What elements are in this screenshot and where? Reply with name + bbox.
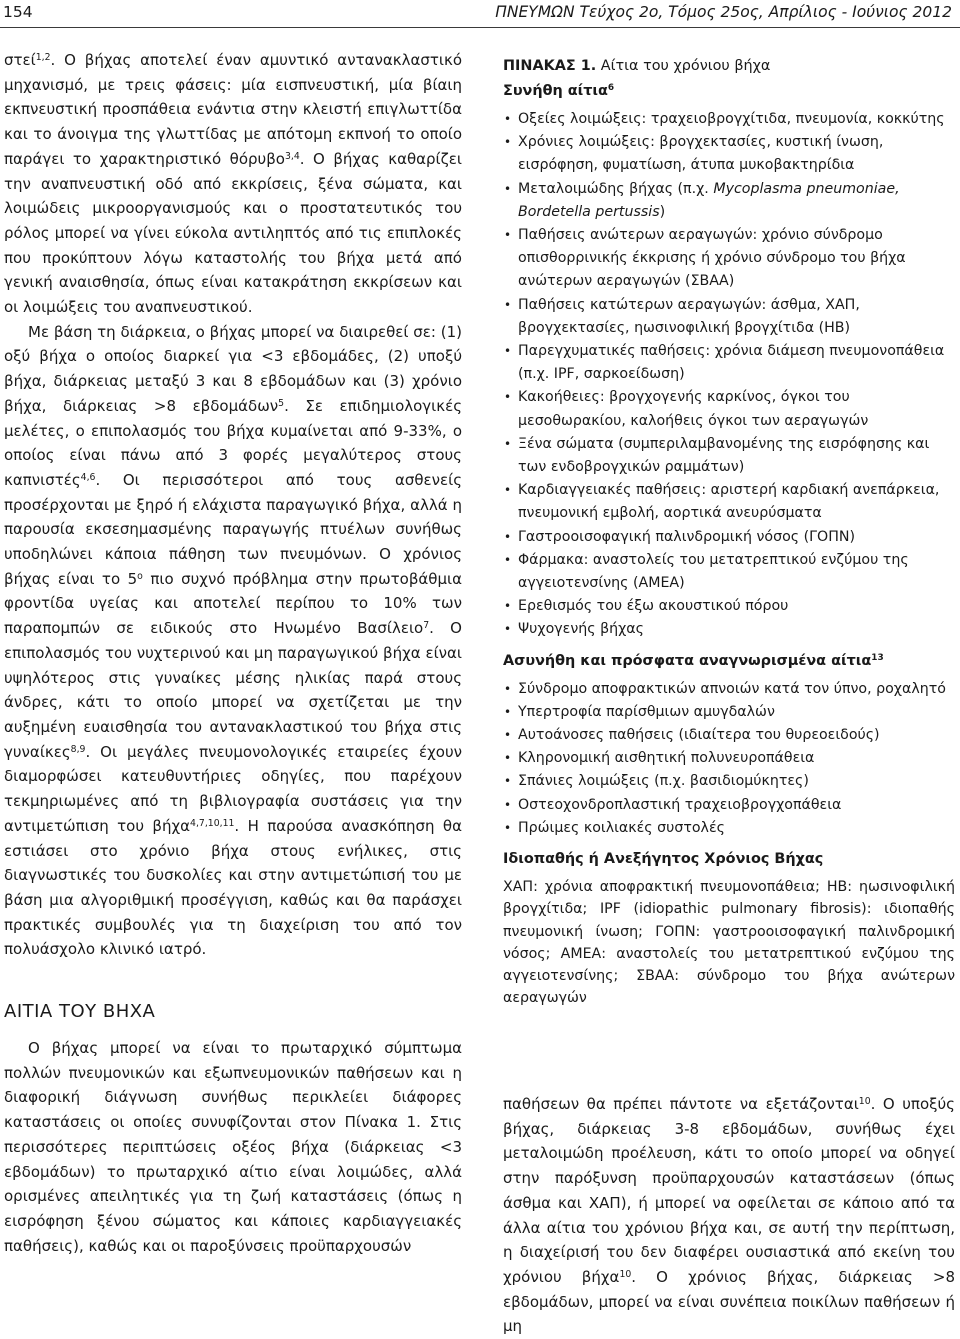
citation: 10 — [619, 1268, 632, 1280]
list-item: • Μεταλοιμώδης βήχας (π.χ. Mycoplasma pneumoniae, Bordetella pertussis) — [503, 178, 955, 224]
journal-title: ΠΝΕΥΜΩΝ Τεύχος 2ο, Τόμος 25ος, Απρίλιος - Ιούνιος 2012 — [495, 3, 952, 21]
citation: 3,4 — [284, 150, 300, 162]
common-causes-heading: Συνήθη αίτια$^6$ — [503, 83, 615, 99]
common-causes-list — [503, 108, 955, 642]
list-item: • Οστεοχονδροπλαστική τραχειοβρογχοπάθεια — [503, 794, 955, 817]
table-1 — [503, 56, 955, 1009]
table-title: ΠΙΝΑΚΑΣ 1. Αίτια του χρόνιου βήχα — [503, 58, 771, 74]
left-column — [4, 48, 462, 1258]
paragraph-subacute: παθήσεων θα πρέπει πάντοτε να εξετάζονται$^{10}$. Ο υποξύς βήχας, διάρκειας 3-8 εβδομάδων, συνήθως έχει μεταλοιμώδη προέλευση, κάτι το οποίο μπορεί να οδηγεί στην παρόξυνση προϋπαρχουσών καταστάσεων (όπως άσθμα και ΧΑΠ), ή μπορεί να οφείλεται σε κάποιο από τα άλλα αίτια του χρόνιου βήχα και, σε αυτή την περίπτωση, η διαχείρισή του δεν διαφέρει ουσιαστικά από εκείνη του χρόνιου βήχα$^{10}$. Ο χρόνιος βήχας, διάρκειας >8 εβδομάδων, μπορεί να είναι συνέπεια ποικίλων παθήσεων ή μη — [503, 1095, 955, 1336]
list-item: • Υπερτροφία παρίσθμιων αμυγδαλών — [503, 701, 955, 724]
ordinal-suffix: ο — [137, 570, 143, 582]
list-item: • Γαστροοισοφαγική παλινδρομική νόσος (ΓΟΠΝ) — [503, 526, 955, 549]
list-item: • Ξένα σώματα (συμπεριλαμβανομένης της εισρόφησης και των ενδοβρογχικών ραμμάτων) — [503, 433, 955, 479]
list-item: • Οξείες λοιμώξεις: τραχειοβρογχίτιδα, πνευμονία, κοκκύτης — [503, 108, 955, 131]
right-column-text — [503, 1092, 955, 1339]
section-heading: ΑΙΤΙΑ ΤΟΥ ΒΗΧΑ — [4, 1001, 156, 1023]
table-label: ΠΙΝΑΚΑΣ 1. — [503, 58, 597, 74]
rare-causes-list — [503, 678, 955, 840]
header-rule — [0, 27, 960, 28]
list-item: • Κληρονομική αισθητική πολυνευροπάθεια — [503, 747, 955, 770]
citation: 8,9 — [70, 743, 86, 755]
abbreviations-footnote: ΧΑΠ: χρόνια αποφρακτική πνευμονοπάθεια; HB: ηωσινοφιλική βρογχίτιδα; IPF (idiopathic pulmonary fibrosis): ιδιοπαθής πνευμονική ίνωση; ΓΟΠΝ: γαστροοισοφαγική παλινδρομική νόσος; ΑΜΕΑ: αναστολείς του μετατρεπτικού ενζύμου της αγγειοτενσίνης; ΣΒΑΑ: σύνδρομο του βήχα ανώτερων αεραγωγών — [503, 879, 955, 1007]
list-item: • Φάρμακα: αναστολείς του μετατρεπτικού ενζύμου της αγγειοτενσίνης (ΑΜΕΑ) — [503, 549, 955, 595]
list-item: • Αυτοάνοσες παθήσεις (ιδιαίτερα του θυρεοειδούς) — [503, 724, 955, 747]
citation: 1,2 — [35, 51, 51, 63]
idiopathic-heading: Ιδιοπαθής ή Ανεξήγητος Χρόνιος Βήχας — [503, 851, 824, 868]
citation: 4,7,10,11 — [190, 817, 235, 829]
list-item: • Σύνδρομο αποφρακτικών απνοιών κατά τον ύπνο, ροχαλητό — [503, 678, 955, 701]
list-item: • Παρεγχυματικές παθήσεις: χρόνια διάμεση πνευμονοπάθεια (π.χ. IPF, σαρκοείδωση) — [503, 340, 955, 386]
paragraph-intro: στεί$^{1,2}$. Ο βήχας αποτελεί έναν αμυντικό αντανακλαστικό μηχανισμό, με τρεις φάσεις: μία εισπνευστική, μία βίαιη εκπνευστική προσπάθεια ενάντια στην κλειστή επιγλωττίδα και το άνοιγμα της γλωττίδας με απότομη εκπνοή το οποίο παράγει το χαρακτηριστικό θόρυβο$^{3,4}$. Ο βήχας καθαρίζει την αναπνευστική οδό από εκκρίσεις, ξένα σώματα, και λοιμώδεις μικροοργανισμούς και ο προστατευτικός του ρόλος μπορεί να γίνει εύκολα αντιληπτός από τις επιπλοκές που προκύπτουν λόγω καταστολής του βήχα μετά από γενική αναισθησία, όπως είναι κατακράτηση εκκρίσεων και οι λοιμώξεις του αναπνευστικού. — [4, 51, 462, 317]
species-name: Mycoplasma pneumoniae, Bordetella pertussis — [518, 180, 900, 220]
list-item: • Παθήσεις κατώτερων αεραγωγών: άσθμα, ΧΑΠ, βρογχεκτασίες, ηωσινοφιλική βρογχίτιδα (ΗΒ) — [503, 294, 955, 340]
paragraph-duration: Με βάση τη διάρκεια, ο βήχας μπορεί να διαιρεθεί σε: (1) οξύ βήχα ο οποίος διαρκεί για <3 εβδομάδες, (2) υποξύ βήχα, διάρκειας μεταξύ 3 και 8 εβδομάδων και (3) χρόνιο βήχα, διάρκειας >8 εβδομάδων$^5$. Σε επιδημιολογικές μελέτες, ο επιπολασμός του βήχα κυμαίνεται από 9-33%, ο οποίος είναι πάνω από 3 φορές μεγαλύτερος στους καπνιστές$^{4,6}$. Οι περισσότεροι από τους ασθενείς προσέρχονται με ξηρό ή ελάχιστα παραγωγικό βήχα, αλλά η παρουσία εκσεσημασμένης παραγωγής πτυέλων συνήθως υποδηλώνει κάποια πάθηση των πνευμόνων. Ο χρόνιος βήχας είναι το $5^o$ πιο συχνό πρόβλημα στην πρωτοβάθμια φροντίδα υγείας και αποτελεί περίπου το 10% των παραπομπών σε ειδικούς στο Ηνωμένο Βασίλειο$^7$. Ο επιπολασμός του νυχτερινού και μη παραγωγικού βήχα είναι υψηλότερος στις γυναίκες μέσης ηλικίας παρά στους άνδρες, κάτι το οποίο μπορεί να σχετίζεται με την αυξημένη ευαισθησία του αντανακλαστικού του βήχα στις γυναίκες$^{8,9}$. Οι μεγάλες πνευμονολογικές εταιρείες έχουν διαμορφώσει κατευθυντήριες οδηγίες, που παρέχουν τεκμηριωμένες από τη βιβλιογραφία συστάσεις για την αντιμετώπιση του βήχα$^{4,7,10,11}$. Η παρούσα ανασκόπηση θα εστιάσει στο χρόνιο βήχα στους ενήλικες, στις διαγνωστικές του δυσκολίες και στην αντιμετώπισή του με βάση μια αλγοριθμική προσέγγιση, καθώς και θα παράσχει πρακτικές συμβουλές για τη διαχείριση του από τον πολυάσχολο κλινικό ιατρό. — [4, 322, 463, 959]
list-item: • Ψυχογενής βήχας — [503, 618, 955, 641]
list-item: • Παθήσεις ανώτερων αεραγωγών: χρόνιο σύνδρομο οπισθορρινικής έκκρισης ή χρόνιο σύνδρομο του βήχα ανώτερων αεραγωγών (ΣΒΑΑ) — [503, 224, 955, 294]
citation: 10 — [858, 1095, 871, 1107]
citation: 4,6 — [80, 471, 96, 483]
list-item: • Σπάνιες λοιμώξεις (π.χ. βασιδιομύκητες) — [503, 770, 955, 793]
list-item: • Χρόνιες λοιμώξεις: βρογχεκτασίες, κυστική ίνωση, εισρόφηση, φυματίωση, άτυπα μυκοβακτηρίδια — [503, 131, 955, 177]
page-number: 154 — [3, 3, 33, 21]
list-item: • Καρδιαγγειακές παθήσεις: αριστερή καρδιακή ανεπάρκεια, πνευμονική εμβολή, αορτικά ανευρύσματα — [503, 479, 955, 525]
paragraph-causes: Ο βήχας μπορεί να είναι το πρωταρχικό σύμπτωμα πολλών πνευμονικών και εξωπνευμονικών παθήσεων και η διαφορική διάγνωση συνήθως περικλείει διάφορες καταστάσεις οι οποίες συνυφίζονται στον Πίνακα 1. Στις περισσότερες περιπτώσεις οξέος βήχα (διάρκειας <3 εβδομάδων) το πρωταρχικό αίτιο είναι λοιμώδες, αλλά ορισμένες απειλητικές για τη ζωή καταστάσεις (όπως η εισρόφηση ξένου σώματος και κάποιες καρδιαγγειακές παθήσεις), καθώς και οι παροξύνσεις προϋπαρχουσών — [4, 1039, 462, 1255]
list-item: • Κακοήθειες: βρογχογενής καρκίνος, όγκοι του μεσοθωρακίου, καλοήθεις όγκοι των αεραγωγών — [503, 386, 955, 432]
citation: 5 — [278, 397, 285, 409]
page-header — [0, 0, 960, 28]
list-item: • Ερεθισμός του έξω ακουστικού πόρου — [503, 595, 955, 618]
rare-causes-heading: Ασυνήθη και πρόσφατα αναγνωρισμένα αίτια$^{13}$ — [503, 652, 884, 669]
list-item: • Πρώιμες κοιλιακές συστολές — [503, 817, 955, 840]
citation: 7 — [423, 620, 430, 632]
